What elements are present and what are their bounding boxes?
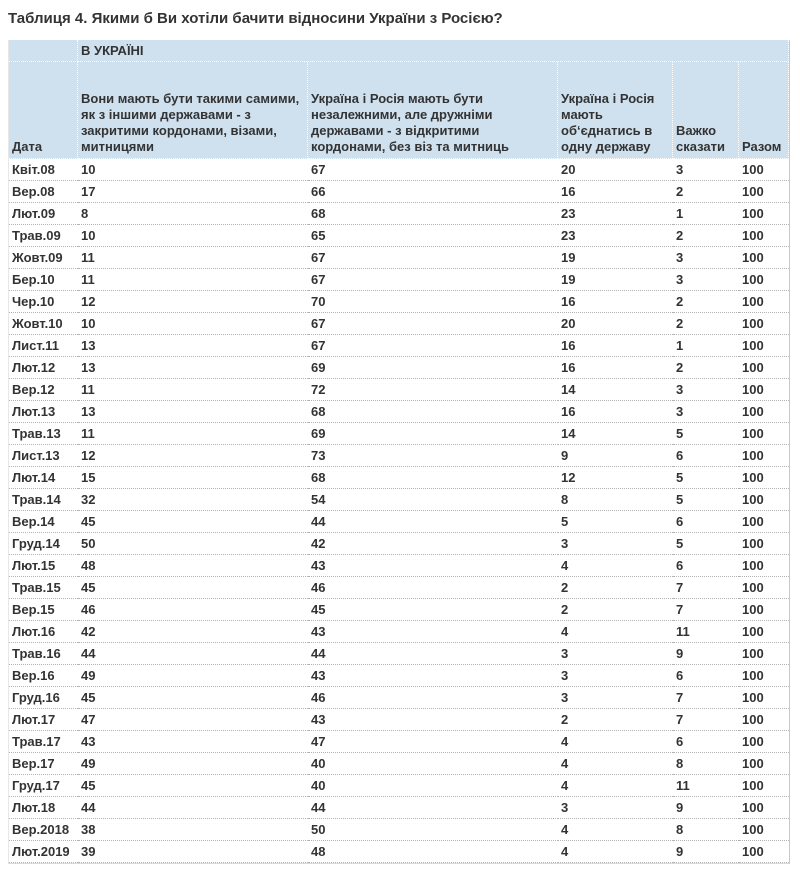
value-cell: 16 [558,401,673,423]
value-cell: 4 [558,555,673,577]
date-cell: Жовт.09 [9,247,78,269]
corner-cell [9,40,78,62]
column-header-hard-to-say: Важко сказати [673,62,739,159]
value-cell: 100 [739,599,789,621]
table-row [9,533,789,555]
value-cell: 43 [308,555,558,577]
value-cell: 23 [558,203,673,225]
value-cell: 16 [558,181,673,203]
value-cell: 46 [308,577,558,599]
value-cell: 4 [558,841,673,863]
value-cell: 20 [558,313,673,335]
value-cell: 68 [308,401,558,423]
table-row [9,467,789,489]
value-cell: 1 [673,335,739,357]
date-cell: Лют.2019 [9,841,78,863]
value-cell: 50 [308,819,558,841]
value-cell: 9 [673,841,739,863]
value-cell: 44 [308,643,558,665]
value-cell: 5 [673,489,739,511]
date-cell: Лют.16 [9,621,78,643]
value-cell: 100 [739,291,789,313]
value-cell: 3 [558,797,673,819]
date-cell: Трав.17 [9,731,78,753]
date-cell: Вер.08 [9,181,78,203]
value-cell: 13 [78,357,308,379]
value-cell: 7 [673,709,739,731]
table-row [9,577,789,599]
value-cell: 40 [308,775,558,797]
date-cell: Лют.15 [9,555,78,577]
value-cell: 42 [308,533,558,555]
table-row [9,819,789,841]
value-cell: 3 [558,533,673,555]
table-row [9,621,789,643]
value-cell: 100 [739,159,789,181]
table-title: Таблиця 4. Якими б Ви хотіли бачити відносини України з Росією? [8,10,503,27]
value-cell: 48 [78,555,308,577]
table-row [9,775,789,797]
value-cell: 4 [558,753,673,775]
table-row [9,665,789,687]
value-cell: 16 [558,291,673,313]
table-row [9,313,789,335]
table-row [9,489,789,511]
value-cell: 4 [558,621,673,643]
value-cell: 6 [673,445,739,467]
value-cell: 100 [739,621,789,643]
value-cell: 2 [558,599,673,621]
column-header-independent-friendly: Україна і Росія мають бути незалежними, але дружніми державами - з відкритими кордонами, без віз та митниць [308,62,558,159]
date-cell: Груд.14 [9,533,78,555]
value-cell: 16 [558,335,673,357]
value-cell: 100 [739,379,789,401]
table-row [9,225,789,247]
value-cell: 100 [739,775,789,797]
value-cell: 8 [673,819,739,841]
table-row [9,269,789,291]
value-cell: 46 [308,687,558,709]
value-cell: 100 [739,269,789,291]
value-cell: 32 [78,489,308,511]
table-row [9,797,789,819]
value-cell: 100 [739,819,789,841]
value-cell: 65 [308,225,558,247]
table-row [9,709,789,731]
table-row [9,643,789,665]
value-cell: 43 [308,709,558,731]
value-cell: 4 [558,775,673,797]
date-cell: Трав.09 [9,225,78,247]
table-row [9,445,789,467]
value-cell: 68 [308,203,558,225]
date-cell: Лют.17 [9,709,78,731]
table-row [9,731,789,753]
date-cell: Лист.13 [9,445,78,467]
value-cell: 47 [308,731,558,753]
table-row [9,599,789,621]
value-cell: 47 [78,709,308,731]
value-cell: 7 [673,577,739,599]
date-cell: Вер.12 [9,379,78,401]
value-cell: 66 [308,181,558,203]
value-cell: 13 [78,335,308,357]
value-cell: 67 [308,313,558,335]
value-cell: 100 [739,731,789,753]
value-cell: 45 [78,687,308,709]
value-cell: 100 [739,687,789,709]
date-cell: Лют.14 [9,467,78,489]
value-cell: 11 [673,621,739,643]
table-row [9,247,789,269]
value-cell: 100 [739,797,789,819]
value-cell: 39 [78,841,308,863]
value-cell: 100 [739,225,789,247]
value-cell: 100 [739,533,789,555]
value-cell: 11 [78,247,308,269]
table-row [9,159,789,181]
value-cell: 48 [308,841,558,863]
value-cell: 1 [673,203,739,225]
value-cell: 12 [558,467,673,489]
table-row [9,401,789,423]
value-cell: 10 [78,313,308,335]
date-cell: Трав.15 [9,577,78,599]
value-cell: 42 [78,621,308,643]
value-cell: 67 [308,159,558,181]
date-cell: Вер.14 [9,511,78,533]
value-cell: 43 [308,621,558,643]
value-cell: 44 [308,797,558,819]
value-cell: 11 [673,775,739,797]
value-cell: 9 [558,445,673,467]
column-header-date: Дата [9,62,78,159]
value-cell: 6 [673,511,739,533]
value-cell: 3 [558,687,673,709]
value-cell: 3 [673,379,739,401]
value-cell: 6 [673,731,739,753]
value-cell: 45 [78,775,308,797]
value-cell: 3 [673,401,739,423]
value-cell: 67 [308,247,558,269]
date-cell: Лют.18 [9,797,78,819]
value-cell: 45 [78,511,308,533]
value-cell: 44 [78,643,308,665]
value-cell: 23 [558,225,673,247]
value-cell: 67 [308,269,558,291]
value-cell: 5 [673,467,739,489]
date-cell: Груд.16 [9,687,78,709]
date-cell: Вер.17 [9,753,78,775]
value-cell: 11 [78,269,308,291]
value-cell: 5 [673,533,739,555]
value-cell: 19 [558,247,673,269]
value-cell: 8 [673,753,739,775]
table-row [9,181,789,203]
value-cell: 38 [78,819,308,841]
value-cell: 5 [673,423,739,445]
value-cell: 43 [78,731,308,753]
value-cell: 100 [739,181,789,203]
value-cell: 49 [78,753,308,775]
table-row [9,687,789,709]
value-cell: 6 [673,555,739,577]
value-cell: 100 [739,665,789,687]
value-cell: 8 [558,489,673,511]
value-cell: 100 [739,335,789,357]
value-cell: 50 [78,533,308,555]
value-cell: 45 [78,577,308,599]
table-body [9,159,789,863]
value-cell: 3 [673,159,739,181]
value-cell: 2 [673,313,739,335]
table-row [9,291,789,313]
value-cell: 2 [558,709,673,731]
value-cell: 100 [739,753,789,775]
table-row [9,423,789,445]
value-cell: 3 [558,665,673,687]
date-cell: Жовт.10 [9,313,78,335]
value-cell: 100 [739,709,789,731]
column-header-same-as-others: Вони мають бути такими самими, як з іншими державами - з закритими кордонами, візами, митницями [78,62,308,159]
value-cell: 11 [78,423,308,445]
value-cell: 10 [78,159,308,181]
value-cell: 45 [308,599,558,621]
date-cell: Лют.13 [9,401,78,423]
value-cell: 20 [558,159,673,181]
value-cell: 100 [739,841,789,863]
table-row [9,511,789,533]
value-cell: 100 [739,643,789,665]
table-row [9,555,789,577]
table-row [9,841,789,863]
value-cell: 4 [558,731,673,753]
survey-table [8,40,790,864]
value-cell: 40 [308,753,558,775]
date-cell: Лют.12 [9,357,78,379]
table-header [9,40,789,159]
value-cell: 7 [673,687,739,709]
value-cell: 100 [739,203,789,225]
column-header-row [9,62,789,159]
value-cell: 7 [673,599,739,621]
date-cell: Вер.2018 [9,819,78,841]
value-cell: 69 [308,423,558,445]
value-cell: 3 [558,643,673,665]
date-cell: Трав.14 [9,489,78,511]
value-cell: 11 [78,379,308,401]
value-cell: 100 [739,423,789,445]
value-cell: 46 [78,599,308,621]
table-row [9,335,789,357]
column-header-total: Разом [739,62,789,159]
value-cell: 3 [673,269,739,291]
value-cell: 73 [308,445,558,467]
value-cell: 9 [673,797,739,819]
date-cell: Вер.15 [9,599,78,621]
table-row [9,753,789,775]
value-cell: 16 [558,357,673,379]
value-cell: 44 [308,511,558,533]
value-cell: 17 [78,181,308,203]
value-cell: 100 [739,313,789,335]
value-cell: 67 [308,335,558,357]
date-cell: Лют.09 [9,203,78,225]
date-cell: Груд.17 [9,775,78,797]
date-cell: Лист.11 [9,335,78,357]
value-cell: 14 [558,423,673,445]
date-cell: Квіт.08 [9,159,78,181]
value-cell: 43 [308,665,558,687]
value-cell: 100 [739,467,789,489]
value-cell: 12 [78,445,308,467]
value-cell: 5 [558,511,673,533]
value-cell: 100 [739,401,789,423]
value-cell: 100 [739,357,789,379]
date-cell: Трав.13 [9,423,78,445]
value-cell: 100 [739,489,789,511]
value-cell: 68 [308,467,558,489]
table-row [9,203,789,225]
value-cell: 6 [673,665,739,687]
column-header-unite: Україна і Росія мають об‘єднатись в одну державу [558,62,673,159]
value-cell: 2 [673,225,739,247]
value-cell: 2 [673,291,739,313]
value-cell: 14 [558,379,673,401]
value-cell: 15 [78,467,308,489]
table-row [9,357,789,379]
value-cell: 49 [78,665,308,687]
value-cell: 100 [739,511,789,533]
value-cell: 2 [673,357,739,379]
value-cell: 13 [78,401,308,423]
value-cell: 3 [673,247,739,269]
date-cell: Чер.10 [9,291,78,313]
value-cell: 100 [739,555,789,577]
value-cell: 69 [308,357,558,379]
value-cell: 70 [308,291,558,313]
date-cell: Бер.10 [9,269,78,291]
value-cell: 2 [673,181,739,203]
value-cell: 10 [78,225,308,247]
value-cell: 2 [558,577,673,599]
value-cell: 44 [78,797,308,819]
value-cell: 100 [739,445,789,467]
value-cell: 54 [308,489,558,511]
date-cell: Трав.16 [9,643,78,665]
value-cell: 19 [558,269,673,291]
value-cell: 100 [739,247,789,269]
value-cell: 9 [673,643,739,665]
value-cell: 8 [78,203,308,225]
group-header-row [9,40,789,62]
date-cell: Вер.16 [9,665,78,687]
table-row [9,379,789,401]
value-cell: 100 [739,577,789,599]
group-header-cell: В УКРАЇНІ [78,40,789,62]
value-cell: 72 [308,379,558,401]
value-cell: 12 [78,291,308,313]
value-cell: 4 [558,819,673,841]
